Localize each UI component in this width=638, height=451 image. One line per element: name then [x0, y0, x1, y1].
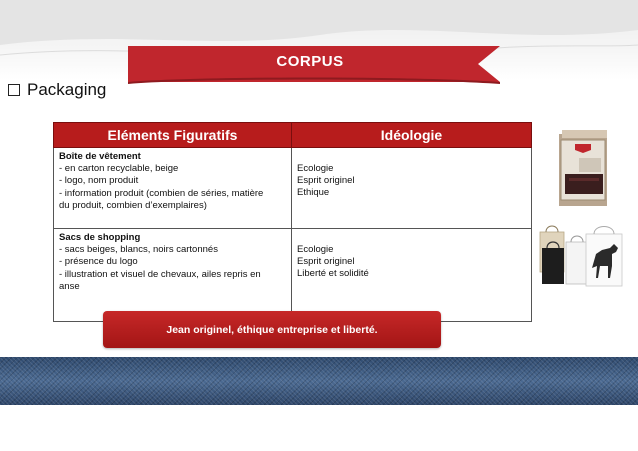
cell-line: du produit, combien d’exemplaires): [59, 199, 207, 211]
cell-line: - logo, nom produit: [59, 175, 139, 187]
cell-line: - présence du logo: [59, 256, 138, 268]
cell-line: - en carton recyclable, beige: [59, 163, 179, 175]
conclusion-banner: [103, 311, 441, 348]
cell-line: - illustration et visuel de chevaux, ailes repris en: [59, 268, 261, 280]
cell-elements-box: [54, 148, 292, 229]
table-row: [54, 148, 532, 229]
conclusion-text: Jean originel, éthique entreprise et liberté.: [166, 323, 378, 336]
checkbox-bullet-icon: [8, 84, 20, 96]
cell-elements-bags: [54, 229, 292, 322]
cell-ideologie-box: [292, 148, 532, 229]
levis-box-image: [559, 130, 611, 208]
cell-line: Esprit originel: [297, 175, 355, 187]
cell-line: - information produit (combien de séries, matière: [59, 187, 264, 199]
cell-line: Liberté et solidité: [297, 268, 369, 280]
cell-title: Sacs de shopping: [59, 232, 141, 243]
section-title: Packaging: [27, 80, 107, 99]
table-row: [54, 229, 532, 322]
cell-line: anse: [59, 280, 80, 292]
table-header-row: [54, 123, 532, 148]
header-ideologie: Idéologie: [292, 123, 532, 148]
section-heading: [8, 80, 106, 100]
cell-line: Ecologie: [297, 244, 334, 255]
cell-line: Ecologie: [297, 163, 334, 174]
cell-ideologie-bags: [292, 229, 532, 322]
cell-title: Boîte de vêtement: [59, 151, 141, 162]
banner-title: CORPUS: [276, 53, 344, 70]
cell-line: - sacs beiges, blancs, noirs cartonnés: [59, 244, 218, 256]
shopping-bags-image: [536, 220, 626, 290]
denim-texture-band: [0, 357, 638, 405]
cell-line: Ethique: [297, 187, 330, 199]
header-elements-figuratifs: Eléments Figuratifs: [54, 123, 292, 148]
packaging-table: [53, 122, 532, 322]
cell-line: Esprit originel: [297, 256, 355, 268]
